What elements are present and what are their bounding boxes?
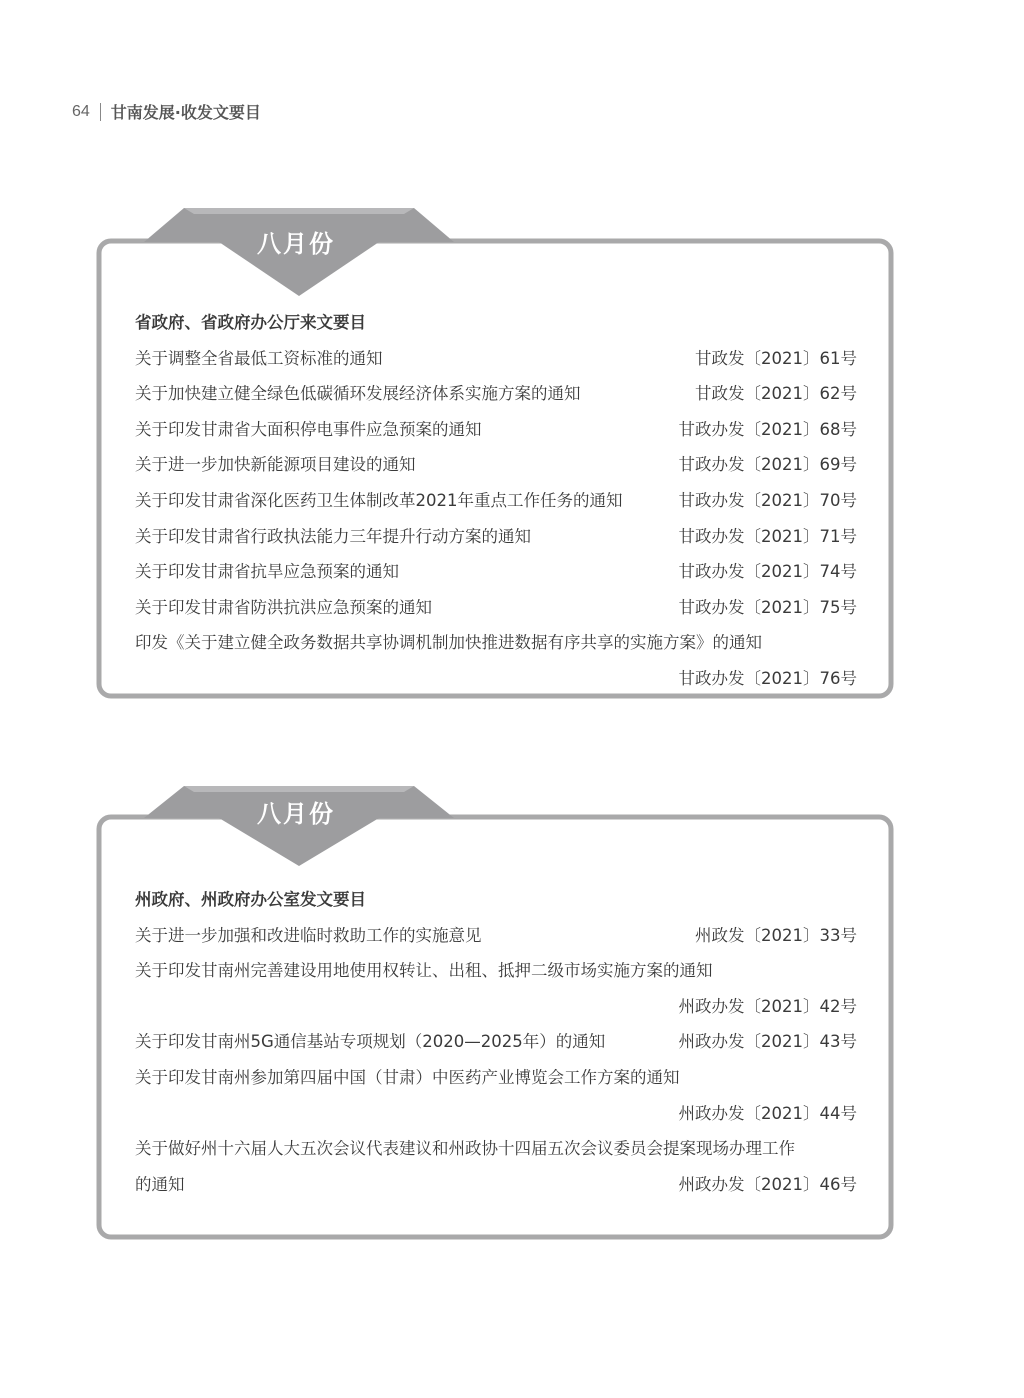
doc-number: 甘政办发〔2021〕74号 xyxy=(678,562,857,582)
document-list xyxy=(135,305,857,697)
group-title: 州政府、州政府办公室发文要目 xyxy=(135,890,366,909)
list-item xyxy=(135,341,857,377)
doc-title: 的通知 xyxy=(135,1174,185,1194)
running-head xyxy=(72,100,261,123)
doc-number: 甘政办发〔2021〕76号 xyxy=(678,668,857,688)
group-title: 省政府、省政府办公厅来文要目 xyxy=(135,313,366,332)
doc-title: 关于印发甘南州参加第四届中国（甘肃）中医药产业博览会工作方案的通知 xyxy=(135,1067,680,1087)
running-title: 甘南发展·收发文要目 xyxy=(110,103,261,122)
list-item xyxy=(135,953,857,989)
doc-number: 州政办发〔2021〕42号 xyxy=(678,996,857,1016)
doc-number: 甘政办发〔2021〕68号 xyxy=(678,419,857,439)
section-august-prefecture xyxy=(96,776,894,1242)
doc-number: 甘政发〔2021〕62号 xyxy=(695,384,857,404)
doc-title: 关于印发甘肃省大面积停电事件应急预案的通知 xyxy=(135,419,482,439)
doc-number: 甘政办发〔2021〕75号 xyxy=(678,597,857,617)
list-item xyxy=(135,625,857,661)
doc-title: 关于加快建立健全绿色低碳循环发展经济体系实施方案的通知 xyxy=(135,384,581,404)
doc-number: 州政办发〔2021〕43号 xyxy=(678,1032,857,1052)
doc-number: 甘政发〔2021〕61号 xyxy=(695,348,857,368)
list-item xyxy=(135,1096,857,1132)
list-item xyxy=(135,447,857,483)
list-item xyxy=(135,1131,857,1167)
month-tab-label: 八月份 xyxy=(257,799,335,828)
doc-title: 关于印发甘肃省防洪抗洪应急预案的通知 xyxy=(135,597,432,617)
doc-title: 印发《关于建立健全政务数据共享协调机制加快推进数据有序共享的实施方案》的通知 xyxy=(135,633,762,653)
doc-number: 州政办发〔2021〕44号 xyxy=(678,1103,857,1123)
doc-title: 关于调整全省最低工资标准的通知 xyxy=(135,348,383,368)
list-item xyxy=(135,1167,857,1203)
doc-title: 关于印发甘南州完善建设用地使用权转让、出租、抵押二级市场实施方案的通知 xyxy=(135,961,713,981)
list-item xyxy=(135,554,857,590)
document-list xyxy=(135,882,857,1202)
page-number: 64 xyxy=(72,102,90,120)
doc-title: 关于印发甘肃省抗旱应急预案的通知 xyxy=(135,562,399,582)
doc-number: 州政发〔2021〕33号 xyxy=(695,925,857,945)
list-item xyxy=(135,412,857,448)
doc-title: 关于印发甘肃省深化医药卫生体制改革2021年重点工作任务的通知 xyxy=(135,490,623,510)
list-item xyxy=(135,918,857,954)
section-august-provincial xyxy=(96,206,894,700)
header-divider xyxy=(100,103,101,121)
list-item xyxy=(135,483,857,519)
doc-number: 甘政办发〔2021〕71号 xyxy=(678,526,857,546)
month-tab-label: 八月份 xyxy=(257,229,335,258)
doc-number: 甘政办发〔2021〕70号 xyxy=(678,490,857,510)
list-item xyxy=(135,661,857,697)
list-item xyxy=(135,376,857,412)
list-item xyxy=(135,1060,857,1096)
list-item xyxy=(135,1024,857,1060)
doc-title: 关于进一步加强和改进临时救助工作的实施意见 xyxy=(135,925,482,945)
list-item xyxy=(135,989,857,1025)
doc-title: 关于进一步加快新能源项目建设的通知 xyxy=(135,455,416,475)
list-item xyxy=(135,519,857,555)
doc-number: 甘政办发〔2021〕69号 xyxy=(678,455,857,475)
doc-title: 关于印发甘肃省行政执法能力三年提升行动方案的通知 xyxy=(135,526,531,546)
doc-title: 关于印发甘南州5G通信基站专项规划（2020—2025年）的通知 xyxy=(135,1032,606,1052)
doc-title: 关于做好州十六届人大五次会议代表建议和州政协十四届五次会议委员会提案现场办理工作 xyxy=(135,1139,795,1159)
doc-number: 州政办发〔2021〕46号 xyxy=(678,1174,857,1194)
list-item xyxy=(135,590,857,626)
